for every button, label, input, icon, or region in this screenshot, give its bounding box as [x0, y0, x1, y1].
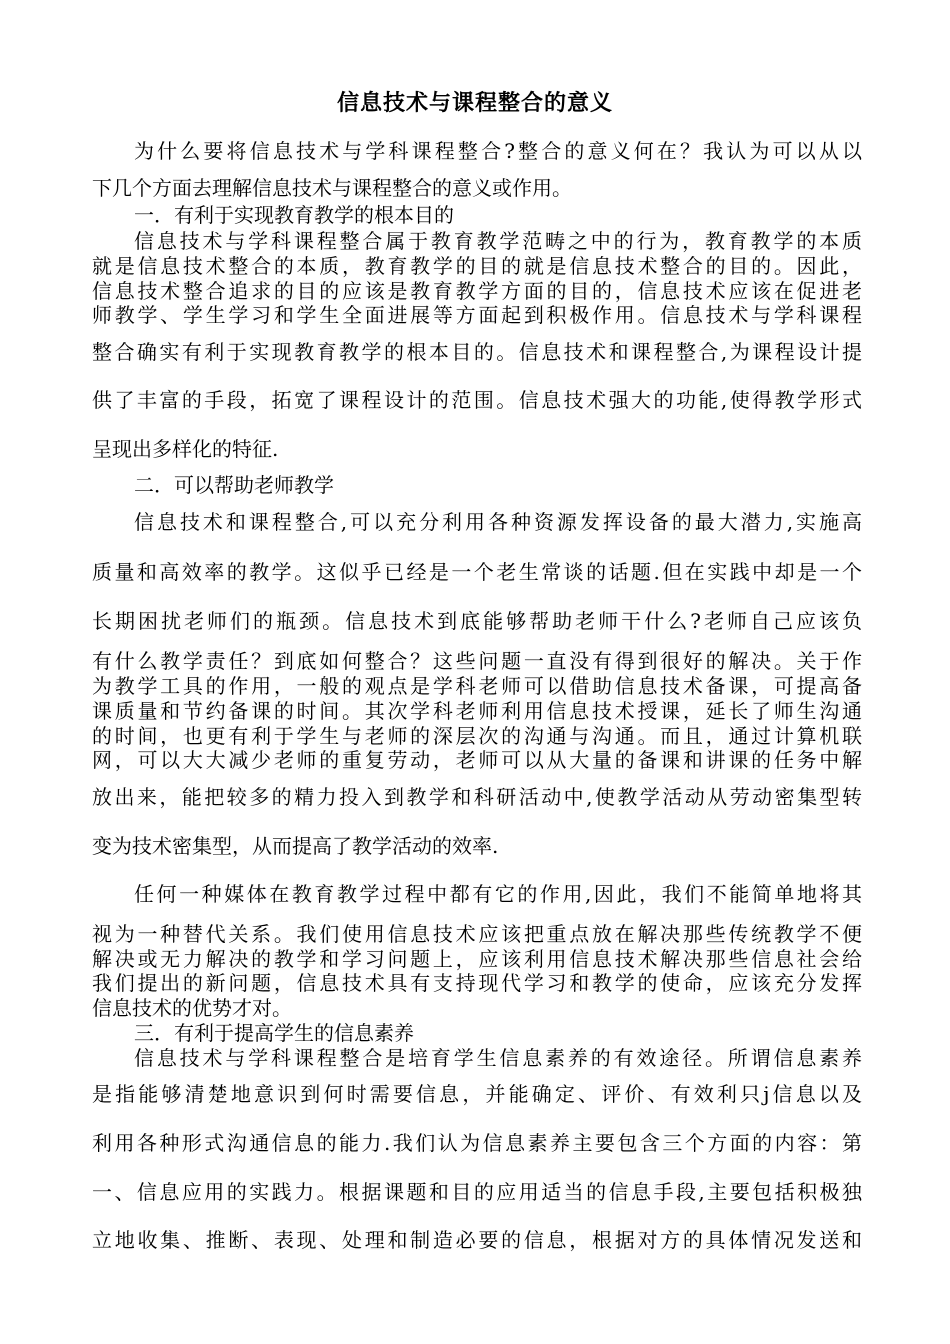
text-line: 的时间，也更有利于学生与老师的深层次的沟通与沟通。而且，通过计算机联 [92, 724, 862, 748]
text-line: 下几个方面去理解信息技术与课程整合的意义或作用。 [92, 176, 572, 200]
text-line: 我们提出的新问题，信息技术具有支持现代学习和教学的使命，应该充分发挥 [92, 971, 862, 995]
text-line: 视为一种替代关系。我们使用信息技术应该把重点放在解决那些传统教学不便 [92, 922, 862, 946]
section-heading: 二．可以帮助老师教学 [134, 473, 334, 497]
text-line: 一、信息应用的实践力。根据课题和目的应用适当的信息手段,主要包括积极独 [92, 1180, 862, 1204]
text-line: 变为技术密集型，从而提高了教学活动的效率. [92, 834, 499, 858]
text-line: 长期困扰老师们的瓶颈。信息技术到底能够帮助老师干什么?老师自己应该负 [92, 609, 862, 633]
text-line: 呈现出多样化的特征. [92, 437, 279, 461]
text-line: 师教学、学生学习和学生全面进展等方面起到积极作用。信息技术与学科课程 [92, 303, 862, 327]
text-line: 放出来，能把较多的精力投入到教学和科研活动中,使教学活动从劳动密集型转 [92, 785, 862, 809]
text-line: 信息技术与学科课程整合属于教育教学范畴之中的行为，教育教学的本质 [134, 229, 862, 253]
text-line: 网，可以大大减少老师的重复劳动，老师可以从大量的备课和讲课的任务中解 [92, 748, 862, 772]
section-heading: 一．有利于实现教育教学的根本目的 [134, 203, 454, 227]
text-line: 为什么要将信息技术与学科课程整合?整合的意义何在？我认为可以从以 [134, 139, 862, 163]
text-line: 有什么教学责任？到底如何整合？这些问题一直没有得到很好的解决。关于作 [92, 649, 862, 673]
text-line: 质量和高效率的教学。这似乎已经是一个老生常谈的话题.但在实践中却是一个 [92, 560, 862, 584]
text-line: 信息技术和课程整合,可以充分利用各种资源发挥设备的最大潜力,实施高 [134, 510, 862, 534]
text-line: 课质量和节约备课的时间。其次学科老师利用信息技术授课，延长了师生沟通 [92, 699, 862, 723]
text-line: 立地收集、推断、表现、处理和制造必要的信息，根据对方的具体情况发送和 [92, 1228, 862, 1252]
section-heading: 三．有利于提高学生的信息素养 [134, 1021, 414, 1045]
text-line: 为教学工具的作用，一般的观点是学科老师可以借助信息技术备课，可提高备 [92, 674, 862, 698]
text-line: 利用各种形式沟通信息的能力.我们认为信息素养主要包含三个方面的内容：第 [92, 1131, 862, 1155]
text-line: 整合确实有利于实现教育教学的根本目的。信息技术和课程整合,为课程设计提 [92, 340, 862, 364]
text-line: 就是信息技术整合的本质，教育教学的目的就是信息技术整合的目的。因此， [92, 254, 862, 278]
text-line: 供了丰富的手段，拓宽了课程设计的范围。信息技术强大的功能,使得教学形式 [92, 388, 862, 412]
text-line: 是指能够清楚地意识到何时需要信息，并能确定、评价、有效利只j信息以及 [92, 1082, 862, 1106]
text-line: 信息技术整合追求的目的应该是教育教学方面的目的，信息技术应该在促进老 [92, 279, 862, 303]
text-line: 任何一种媒体在教育教学过程中都有它的作用,因此，我们不能简单地将其 [134, 882, 862, 906]
document-title: 信息技术与课程整合的意义 [336, 90, 613, 116]
text-line: 解决或无力解决的教学和学习问题上，应该利用信息技术解决那些信息社会给 [92, 947, 862, 971]
text-line: 信息技术的优势才对。 [92, 996, 292, 1020]
text-line: 信息技术与学科课程整合是培育学生信息素养的有效途径。所谓信息素养 [134, 1046, 862, 1070]
